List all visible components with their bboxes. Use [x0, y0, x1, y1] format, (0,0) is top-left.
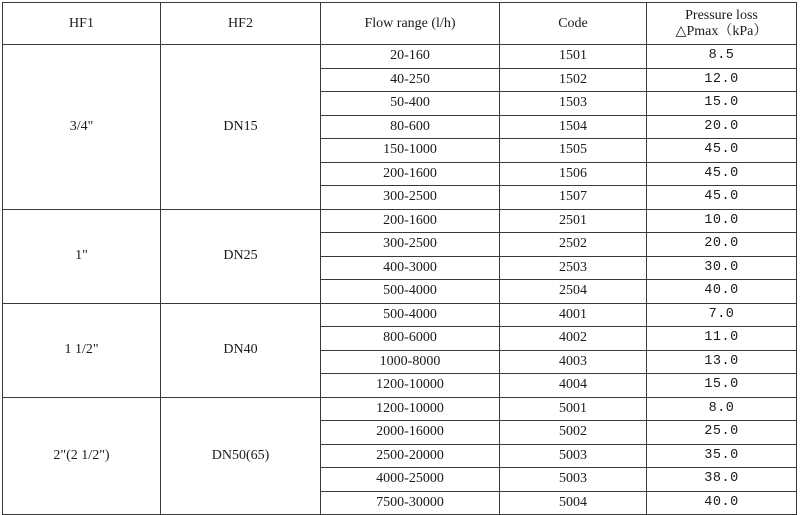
cell-code: 4004	[500, 374, 647, 398]
cell-pressure-loss: 25.0	[647, 421, 797, 445]
cell-code: 5003	[500, 468, 647, 492]
cell-flow-range: 150-1000	[321, 139, 500, 163]
cell-hf1: 1 1/2"	[3, 303, 161, 397]
cell-pressure-loss: 30.0	[647, 256, 797, 280]
cell-flow-range: 400-3000	[321, 256, 500, 280]
cell-pressure-loss: 45.0	[647, 162, 797, 186]
cell-code: 2502	[500, 233, 647, 257]
cell-pressure-loss: 15.0	[647, 92, 797, 116]
cell-hf2: DN25	[161, 209, 321, 303]
cell-hf2: DN15	[161, 45, 321, 210]
cell-flow-range: 300-2500	[321, 186, 500, 210]
cell-code: 5002	[500, 421, 647, 445]
header-pressure-loss	[647, 3, 797, 45]
cell-flow-range: 2000-16000	[321, 421, 500, 445]
cell-flow-range: 40-250	[321, 68, 500, 92]
cell-code: 1504	[500, 115, 647, 139]
header-hf1: HF1	[3, 3, 161, 45]
cell-pressure-loss: 45.0	[647, 186, 797, 210]
cell-pressure-loss: 35.0	[647, 444, 797, 468]
cell-pressure-loss: 12.0	[647, 68, 797, 92]
cell-code: 4001	[500, 303, 647, 327]
header-hf2: HF2	[161, 3, 321, 45]
header-row	[3, 3, 797, 45]
cell-flow-range: 20-160	[321, 45, 500, 69]
cell-pressure-loss: 8.0	[647, 397, 797, 421]
cell-code: 1503	[500, 92, 647, 116]
header-code: Code	[500, 3, 647, 45]
cell-flow-range: 7500-30000	[321, 491, 500, 515]
cell-flow-range: 80-600	[321, 115, 500, 139]
cell-pressure-loss: 13.0	[647, 350, 797, 374]
cell-pressure-loss: 40.0	[647, 280, 797, 304]
cell-code: 2504	[500, 280, 647, 304]
cell-flow-range: 800-6000	[321, 327, 500, 351]
cell-pressure-loss: 45.0	[647, 139, 797, 163]
cell-flow-range: 1200-10000	[321, 397, 500, 421]
header-pressure-loss-title: Pressure loss	[685, 7, 758, 23]
cell-pressure-loss: 20.0	[647, 233, 797, 257]
cell-code: 5004	[500, 491, 647, 515]
specification-table	[2, 2, 797, 515]
cell-flow-range: 4000-25000	[321, 468, 500, 492]
cell-hf2: DN50(65)	[161, 397, 321, 515]
table-row	[3, 45, 797, 69]
cell-hf1: 2"(2 1/2")	[3, 397, 161, 515]
header-pressure-loss-unit: △Pmax（kPa）	[675, 23, 768, 39]
cell-pressure-loss: 40.0	[647, 491, 797, 515]
cell-code: 1507	[500, 186, 647, 210]
cell-code: 2501	[500, 209, 647, 233]
cell-flow-range: 2500-20000	[321, 444, 500, 468]
cell-flow-range: 50-400	[321, 92, 500, 116]
cell-hf1: 3/4"	[3, 45, 161, 210]
table-row	[3, 397, 797, 421]
table-row	[3, 303, 797, 327]
cell-flow-range: 500-4000	[321, 280, 500, 304]
cell-code: 4003	[500, 350, 647, 374]
cell-code: 1506	[500, 162, 647, 186]
cell-pressure-loss: 20.0	[647, 115, 797, 139]
cell-pressure-loss: 8.5	[647, 45, 797, 69]
cell-flow-range: 200-1600	[321, 209, 500, 233]
cell-pressure-loss: 11.0	[647, 327, 797, 351]
cell-pressure-loss: 10.0	[647, 209, 797, 233]
cell-flow-range: 300-2500	[321, 233, 500, 257]
cell-flow-range: 200-1600	[321, 162, 500, 186]
table-header	[3, 3, 797, 45]
cell-code: 1501	[500, 45, 647, 69]
cell-pressure-loss: 15.0	[647, 374, 797, 398]
cell-flow-range: 1200-10000	[321, 374, 500, 398]
cell-code: 1505	[500, 139, 647, 163]
table-row	[3, 209, 797, 233]
cell-code: 5001	[500, 397, 647, 421]
cell-flow-range: 1000-8000	[321, 350, 500, 374]
cell-code: 5003	[500, 444, 647, 468]
header-flow-range: Flow range (l/h)	[321, 3, 500, 45]
cell-pressure-loss: 7.0	[647, 303, 797, 327]
cell-flow-range: 500-4000	[321, 303, 500, 327]
cell-code: 1502	[500, 68, 647, 92]
table-body	[3, 45, 797, 515]
cell-code: 4002	[500, 327, 647, 351]
cell-pressure-loss: 38.0	[647, 468, 797, 492]
cell-code: 2503	[500, 256, 647, 280]
cell-hf1: 1"	[3, 209, 161, 303]
cell-hf2: DN40	[161, 303, 321, 397]
